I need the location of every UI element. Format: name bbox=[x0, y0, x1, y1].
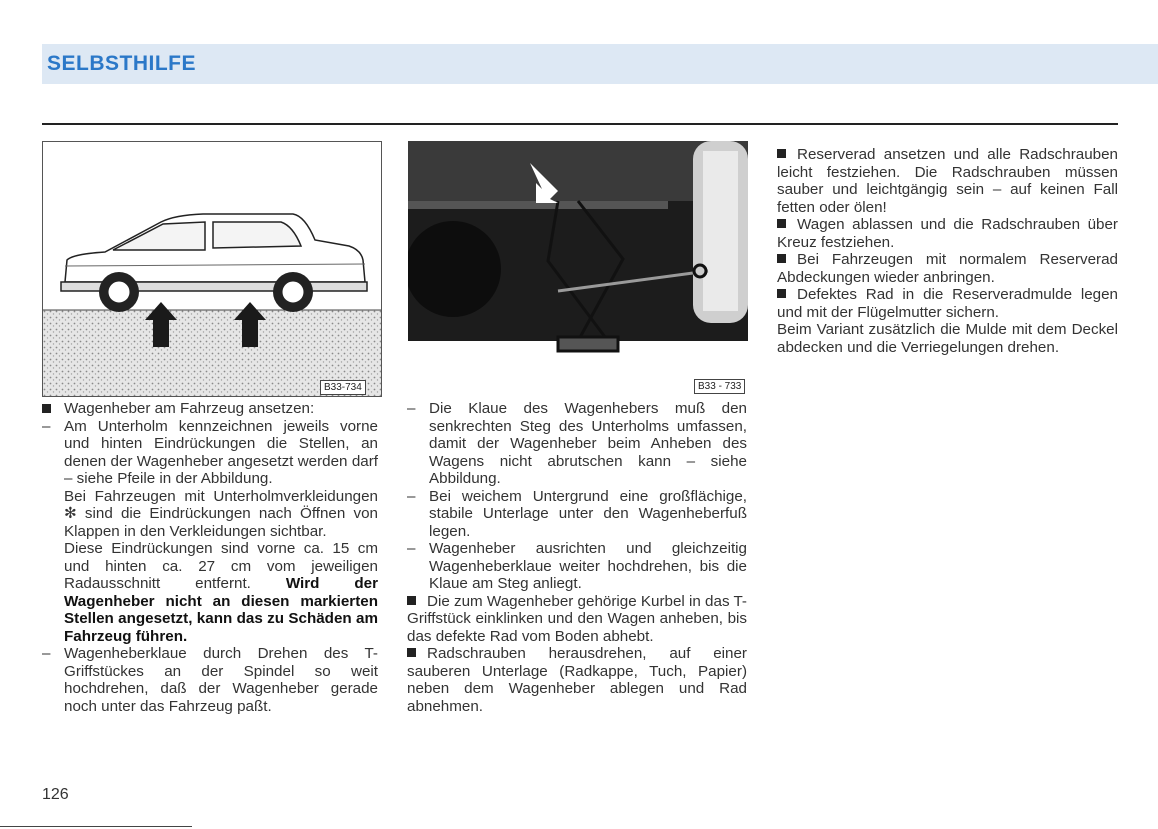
figure-reference-car: B33-734 bbox=[320, 380, 366, 395]
bullet-item: Die zum Wagenheber gehörige Kurbel in das T-Griffstück einklinken und den Wagen anheben, bis das defekte Rad vom Boden abhebt. bbox=[407, 592, 747, 645]
bullet-square-icon bbox=[777, 219, 786, 228]
footer-rule bbox=[0, 826, 192, 827]
indented-paragraph: Bei Fahrzeugen mit Unterholmverkleidungen ✻ sind die Eindrückungen nach Öffnen von Klappen in den Verkleidungen sichtbar. bbox=[64, 487, 378, 540]
bullet-square-icon bbox=[407, 596, 416, 605]
dash-item: – Am Unterholm kennzeichnen jeweils vorne und hinten Eindrückungen die Stellen, an denen der Wagenheber angesetzt werden darf – siehe Pfeile in der Abbildung. bbox=[42, 417, 378, 487]
warning-text: Wird der Wagenheber nicht an diesen markierten Stellen angesetzt, kann das zu Schäden am Fahrzeug führen. bbox=[64, 575, 378, 645]
bullet-item: Radschrauben herausdrehen, auf einer sauberen Unterlage (Radkappe, Tuch, Papier) neben dem Wagenheber ablegen und Rad abnehmen. bbox=[407, 645, 747, 715]
dash-item: – Bei weichem Untergrund eine großflächige, stabile Unterlage unter den Wagenheberfuß legen. bbox=[407, 487, 747, 540]
bullet-item: Defektes Rad in die Reserveradmulde legen und mit der Flügelmutter sichern. bbox=[777, 286, 1118, 321]
dash-item: – Die Klaue des Wagenhebers muß den senkrechten Steg des Unterholms umfassen, damit der Wagenheber beim Anheben des Wagens nicht abrutschen kann – siehe Abbildung. bbox=[407, 400, 747, 487]
bullet-item: Bei Fahrzeugen mit normalem Reserverad Abdeckungen wieder anbringen. bbox=[777, 251, 1118, 286]
car-jacking-points-figure bbox=[42, 141, 382, 397]
bullet-square-icon bbox=[407, 648, 416, 657]
text-column-1 bbox=[42, 400, 378, 715]
bullet-item: Wagen ablassen und die Radschrauben über Kreuz festziehen. bbox=[777, 216, 1118, 251]
bullet-square-icon bbox=[42, 404, 51, 413]
dash-item: – Wagenheber ausrichten und gleichzeitig Wagenheberklaue weiter hochdrehen, bis die Klaue am Steg anliegt. bbox=[407, 540, 747, 592]
scissor-jack-figure bbox=[408, 141, 748, 395]
figure-reference-jack: B33 - 733 bbox=[694, 379, 745, 394]
text-column-2 bbox=[407, 400, 747, 715]
tyre bbox=[693, 141, 748, 323]
page-number: 126 bbox=[42, 786, 69, 803]
dash-item: – Wagenheberklaue durch Drehen des T-Griffstückes an der Spindel so weit hochdrehen, daß der Wagenheber gerade noch unter das Fahrzeug paßt. bbox=[42, 645, 378, 715]
bullet-square-icon bbox=[777, 289, 786, 298]
page-title: SELBSTHILFE bbox=[47, 52, 197, 75]
indented-paragraph: Diese Eindrückungen sind vorne ca. 15 cm und hinten ca. 27 cm vom jeweiligen Radausschnitt entfernt. Wird der Wagenheber nicht an diesen markierten Stellen angesetzt, kann das zu Schäden am Fahrzeug führen. bbox=[64, 540, 378, 645]
header-rule bbox=[42, 123, 1118, 125]
jack-illustration bbox=[408, 141, 748, 395]
header-band bbox=[42, 44, 1158, 84]
bullet-square-icon bbox=[777, 254, 786, 263]
paragraph: Beim Variant zusätzlich die Mulde mit dem Deckel abdecken und die Verriegelungen drehen. bbox=[777, 321, 1118, 356]
bullet-item: Wagenheber am Fahrzeug ansetzen: bbox=[42, 400, 378, 418]
bullet-item: Reserverad ansetzen und alle Radschrauben leicht festziehen. Die Radschrauben müssen sauber und leichtgängig sein – auf keinen Fall fetten oder ölen! bbox=[777, 146, 1118, 216]
text-column-3 bbox=[777, 146, 1118, 356]
snowflake-icon: ✻ bbox=[64, 505, 77, 522]
bullet-square-icon bbox=[777, 149, 786, 158]
car-illustration bbox=[43, 142, 381, 396]
